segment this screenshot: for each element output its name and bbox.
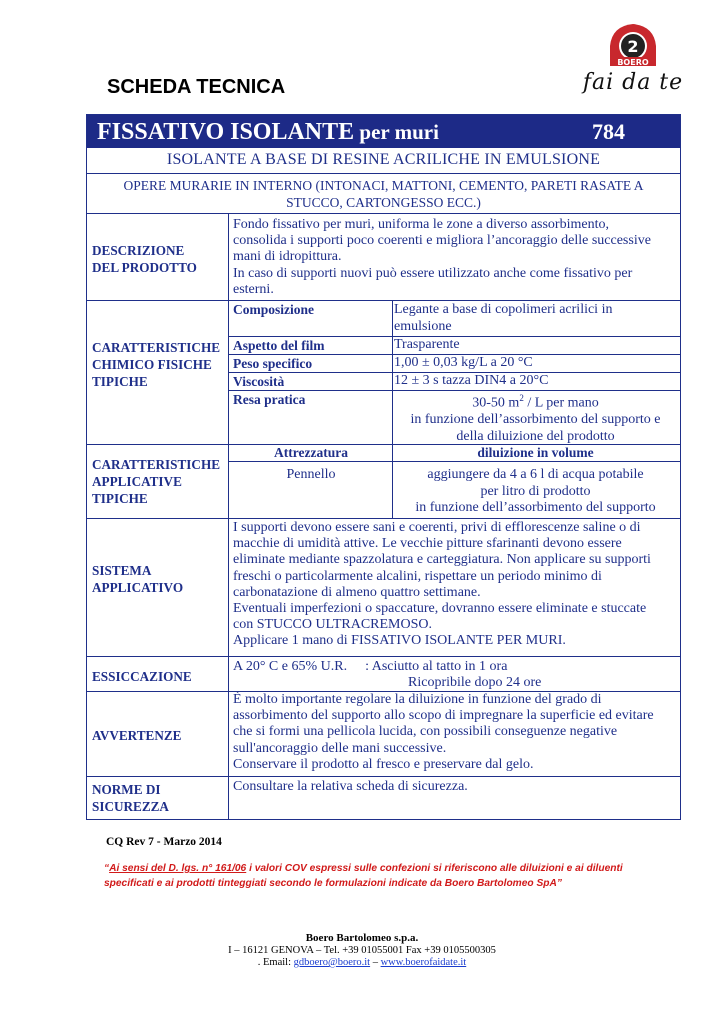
- resa-pre: 30-50 m: [472, 395, 520, 411]
- resa-post: / L per mano: [523, 395, 599, 411]
- email-label: . Email:: [257, 957, 294, 968]
- product-title: [97, 119, 439, 146]
- text-line: È molto importante regolare la diluizione in funzione del grado di: [233, 692, 602, 707]
- prop-resa: Resa pratica: [233, 392, 306, 407]
- company-address: I – 16121 GENOVA – Tel. +39 01055001 Fax +39 0105500305: [228, 944, 496, 956]
- label-line: NORME DI: [92, 782, 161, 797]
- prop-viscosita: Viscosità: [233, 374, 285, 389]
- logo-slogan: fai da te: [582, 70, 684, 95]
- disclaimer-rest: i valori COV espressi sulle confezioni si riferiscono alle diluizioni e ai diluenti: [246, 863, 623, 874]
- disclaimer-law: Ai sensi del D. lgs. n° 161/06: [109, 863, 247, 874]
- applicative-label: [92, 456, 229, 507]
- essiccazione-cond: A 20° C e 65% U.R.: [233, 659, 348, 674]
- label-line: CARATTERISTICHE: [92, 340, 220, 355]
- label-line: DEL PRODOTTO: [92, 260, 197, 275]
- revision-info: CQ Rev 7 - Marzo 2014: [106, 836, 222, 848]
- contact-separator: –: [370, 957, 381, 968]
- chimico-label: [92, 339, 229, 390]
- text-line: sull'ancoraggio delle mani successive.: [233, 740, 447, 756]
- text-line: Eventuali imperfezioni o spaccature, dovranno essere eliminate e stuccate: [233, 601, 647, 617]
- product-title-bar: [87, 115, 680, 148]
- company-contacts: [0, 957, 724, 970]
- boero-logo: [578, 20, 688, 98]
- text-line: con STUCCO ULTRACREMOSO.: [233, 617, 433, 633]
- val-aspetto: Trasparente: [394, 337, 460, 352]
- essiccazione-text: [233, 659, 678, 691]
- label-line: APPLICATIVO: [92, 580, 184, 595]
- header-diluizione: diluizione in volume: [477, 445, 594, 460]
- text-line: eliminate mediante spazzolatura e carteggiatura. Non applicare su supporti: [233, 552, 651, 568]
- label-line: CHIMICO FISICHE: [92, 357, 212, 372]
- text-line: carbonatazione di almeno quattro settimane.: [233, 584, 481, 600]
- product-uses: [87, 177, 680, 211]
- essiccazione-label: ESSICCAZIONE: [92, 669, 192, 684]
- essiccazione-line1: [233, 659, 678, 675]
- disclaimer-quote: “: [104, 863, 110, 874]
- label-line: TIPICHE: [92, 491, 148, 506]
- header-attrezzatura: Attrezzatura: [274, 445, 348, 460]
- disclaimer-line2: specificati e ai prodotti tinteggiati secondo le formulazioni indicate da Boero Bartolomeo SpA”: [104, 877, 562, 889]
- label-line: SICUREZZA: [92, 799, 169, 814]
- voc-disclaimer: [104, 862, 684, 891]
- val-peso: 1,00 ± 0,03 kg/L a 20 °C: [394, 355, 533, 370]
- text-line: Fondo fissativo per muri, uniforma le zone a diverso assorbimento,: [233, 217, 609, 232]
- val-line: in funzione dell’assorbimento del supporto: [415, 500, 656, 515]
- text-line: I supporti devono essere sani e coerenti, privi di efflorescenze saline o di: [233, 520, 641, 535]
- val-line: Legante a base di copolimeri acrilici in: [394, 302, 613, 317]
- product-name: FISSATIVO ISOLANTE: [97, 119, 355, 145]
- document-heading: SCHEDA TECNICA: [107, 76, 286, 98]
- logo-badge-number: 2: [627, 37, 639, 56]
- descrizione-label: [92, 242, 229, 276]
- text-line: che si formi una pellicola lucida, con possibili conseguenze negative: [233, 724, 618, 740]
- label-line: SISTEMA: [92, 563, 152, 578]
- label-line: CARATTERISTICHE: [92, 457, 220, 472]
- text-line: Applicare 1 mano di FISSATIVO ISOLANTE PER MURI.: [233, 633, 566, 649]
- prop-aspetto: Aspetto del film: [233, 338, 325, 353]
- website-link[interactable]: www.boerofaidate.it: [380, 957, 467, 968]
- product-subtitle: ISOLANTE A BASE DI RESINE ACRILICHE IN EMULSIONE: [166, 151, 601, 168]
- company-name: Boero Bartolomeo s.p.a.: [305, 932, 419, 944]
- val-line: della diluizione del prodotto: [456, 428, 615, 444]
- email-link[interactable]: gdboero@boero.it: [293, 957, 371, 968]
- tool-value: Pennello: [286, 467, 336, 482]
- val-composizione: [394, 302, 677, 335]
- val-resa: [394, 390, 677, 445]
- logo-brand: BOERO: [617, 58, 649, 67]
- val-line: in funzione dell’assorbimento del supporto e: [410, 412, 661, 428]
- norme-label: [92, 781, 229, 815]
- text-line: esterni.: [233, 281, 274, 297]
- avvertenze-label: AVVERTENZE: [92, 728, 182, 743]
- val-line: aggiungere da 4 a 6 l di acqua potabile: [427, 467, 644, 482]
- disclaimer-line1: [104, 862, 684, 877]
- resa-sup: 2: [519, 393, 524, 403]
- prop-composizione: Composizione: [233, 302, 314, 317]
- descrizione-text: [233, 217, 678, 298]
- text-line: assorbimento del supporto allo scopo di impregnare la superficie ed evitare: [233, 708, 654, 724]
- val-viscosita: 12 ± 3 s tazza DIN4 a 20°C: [394, 373, 549, 388]
- product-suffix: per muri: [359, 120, 439, 144]
- dilution-value: [394, 467, 677, 517]
- uses-line: OPERE MURARIE IN INTERNO (INTONACI, MATTONI, CEMENTO, PARETI RASATE A: [123, 178, 644, 193]
- text-line: Conservare il prodotto al fresco e preservare dal gelo.: [233, 756, 534, 772]
- uses-line: STUCCO, CARTONGESSO ECC.): [286, 195, 481, 210]
- text-line: In caso di supporti nuovi può essere utilizzato anche come fissativo per: [233, 265, 633, 281]
- label-line: APPLICATIVE: [92, 474, 182, 489]
- label-line: TIPICHE: [92, 374, 148, 389]
- technical-sheet-table: [86, 114, 681, 820]
- text-line: freschi o particolarmente alcalini, rispettare un periodo minimo di: [233, 568, 602, 584]
- label-line: DESCRIZIONE: [92, 243, 185, 258]
- essiccazione-ricopribile: Ricopribile dopo 24 ore: [408, 675, 542, 691]
- text-line: mani di idropittura.: [233, 249, 342, 265]
- product-code: 784: [592, 119, 625, 144]
- norme-text: Consultare la relativa scheda di sicurezza.: [233, 779, 468, 794]
- text-line: consolida i supporti poco coerenti e migliora l’ancoraggio delle successive: [233, 233, 651, 249]
- avvertenze-text: [233, 692, 678, 773]
- sistema-text: [233, 520, 678, 650]
- val-line: emulsione: [394, 318, 452, 334]
- sistema-label: [92, 562, 229, 596]
- company-footer: [0, 932, 724, 970]
- val-line: per litro di prodotto: [480, 483, 591, 499]
- essiccazione-asciutto: : Asciutto al tatto in 1 ora: [365, 659, 508, 674]
- prop-peso: Peso specifico: [233, 356, 313, 371]
- resa-value: [394, 390, 677, 412]
- text-line: macchie di umidità attive. Le vecchie pitture sfarinanti devono essere: [233, 536, 622, 552]
